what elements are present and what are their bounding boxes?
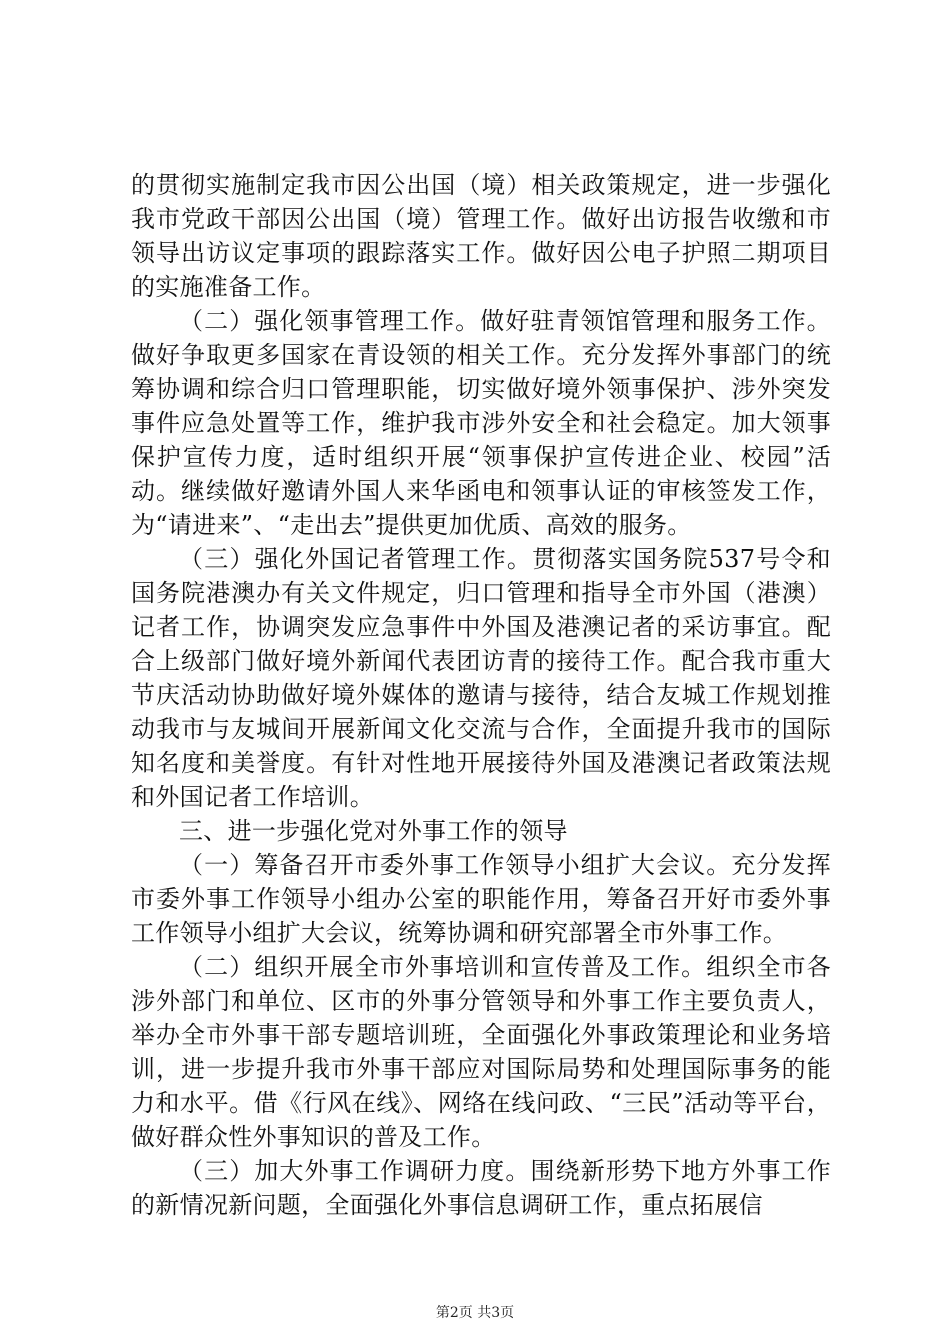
section-heading-three: 三、进一步强化党对外事工作的领导 xyxy=(179,817,568,845)
paragraph-consular-management: （二）强化领事管理工作。做好驻青领馆管理和服务工作。做好争取更多国家在青设领的相关工作。充分发挥外事部门的统筹协调和综合归口管理职能，切实做好境外领事保护、涉外突发事件应急处置等工作，维护我市涉外安全和社会稳定。加大领事保护宣传力度，适时组织开展“领事保护宣传进企业、校园”活动。继续做好邀请外国人来华函电和领事认证的审核签发工作，为“请进来”、“走出去”提供更加优质、高效的服务。 xyxy=(131,307,831,539)
paragraph-foreign-journalists: （三）强化外国记者管理工作。贯彻落实国务院537号令和国务院港澳办有关文件规定，归口管理和指导全市外国（港澳）记者工作，协调突发应急事件中外国及港澳记者的采访事宜。配合上级部门做好境外新闻代表团访青的接待工作。配合我市重大节庆活动协助做好境外媒体的邀请与接待，结合友城工作规划推动我市与友城间开展新闻文化交流与合作，全面提升我市的国际知名度和美誉度。有针对性地开展接待外国及港澳记者政策法规和外国记者工作培训。 xyxy=(131,545,831,811)
page-number-footer: 第2页 共3页 xyxy=(435,1305,515,1321)
paragraph-continuation: 的贯彻实施制定我市因公出国（境）相关政策规定，进一步强化我市党政干部因公出国（境）管理工作。做好出访报告收缴和市领导出访议定事项的跟踪落实工作。做好因公电子护照二期项目的实施准备工作。 xyxy=(131,171,831,301)
paragraph-research: （三）加大外事工作调研力度。围绕新形势下地方外事工作的新情况新问题，全面强化外事信息调研工作，重点拓展信 xyxy=(131,1157,831,1219)
paragraph-training-publicity: （二）组织开展全市外事培训和宣传普及工作。组织全市各涉外部门和单位、区市的外事分管领导和外事工作主要负责人，举办全市外事干部专题培训班，全面强化外事政策理论和业务培训，进一步提升我市外事干部应对国际局势和处理国际事务的能力和水平。借《行风在线》、网络在线问政、“三民”活动等平台，做好群众性外事知识的普及工作。 xyxy=(131,953,831,1151)
document-body xyxy=(131,168,831,1222)
paragraph-leadership-meeting: （一）筹备召开市委外事工作领导小组扩大会议。充分发挥市委外事工作领导小组办公室的职能作用，筹备召开好市委外事工作领导小组扩大会议，统筹协调和研究部署全市外事工作。 xyxy=(131,851,831,947)
